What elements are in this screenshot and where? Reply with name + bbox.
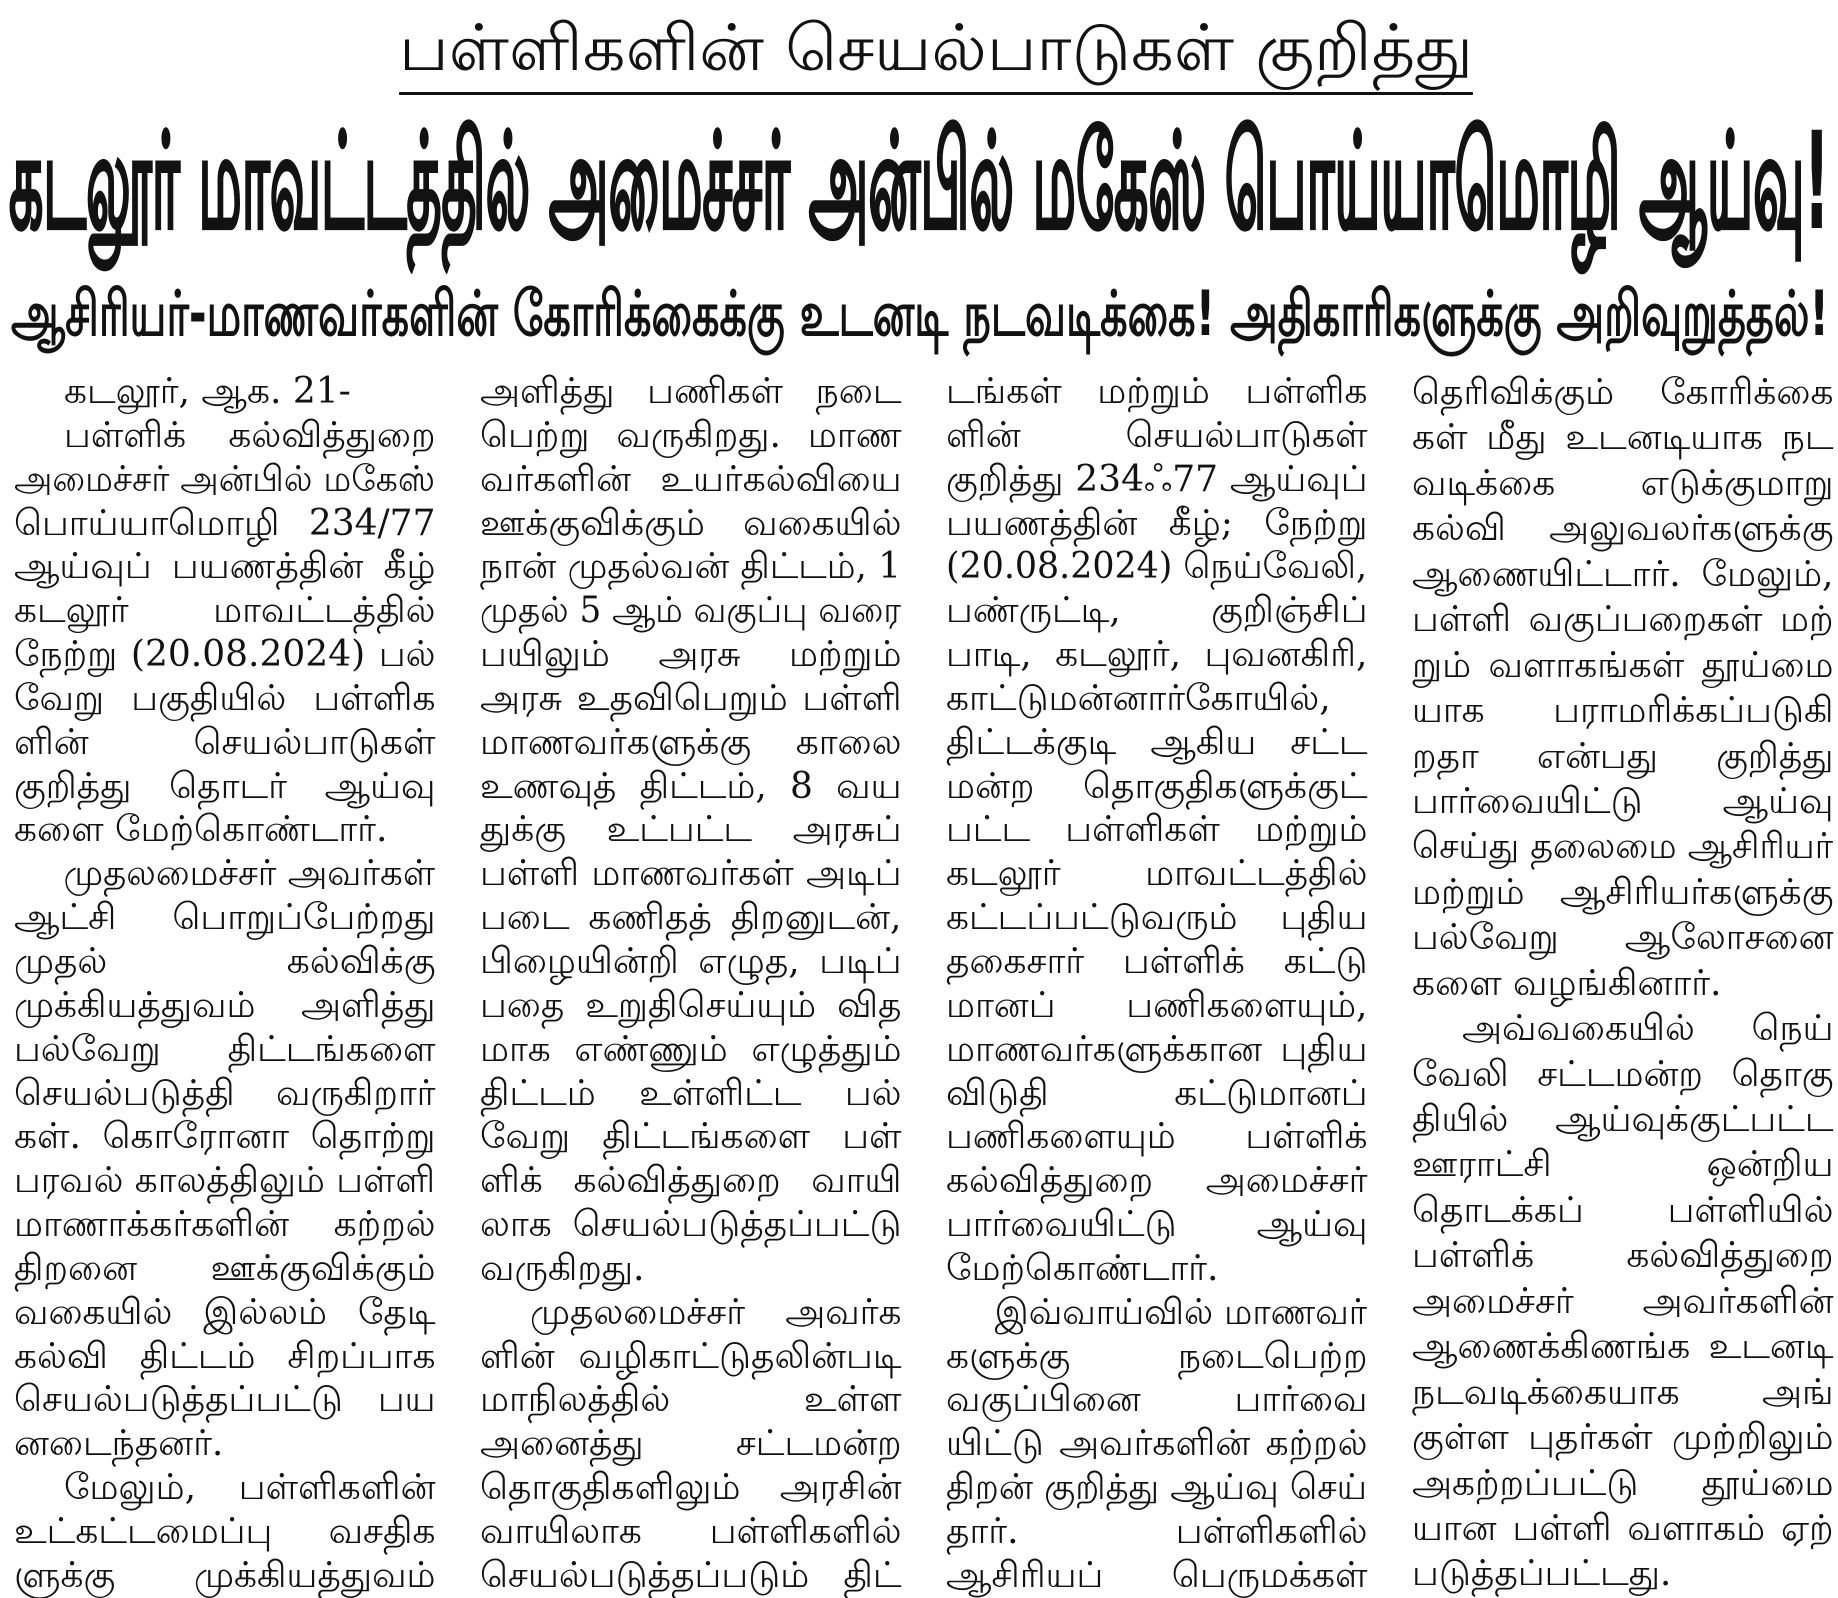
body-line: பள்ளி வகுப்பறைகள் மற்: [1412, 599, 1834, 641]
body-line: மாக எண்ணும் எழுத்தும்: [480, 1028, 902, 1070]
body-line: வாயிலாக பள்ளிகளில்: [480, 1510, 902, 1552]
body-line: செய்து தலைமை ஆசிரியர்: [1412, 826, 1834, 868]
body-line: வர்களின் உயர்கல்வியை: [480, 458, 902, 500]
body-line: பொய்யாமொழி 234/77: [14, 502, 436, 544]
body-line: லாக செயல்படுத்தப்பட்டு: [480, 1204, 902, 1246]
body-line: அளித்து பணிகள் நடை: [480, 371, 902, 412]
article-column-3: [946, 370, 1368, 1598]
body-line: பார்வையிட்டு ஆய்வு: [1412, 780, 1834, 822]
body-line: நேற்று (20.08.2024) பல்: [14, 634, 436, 676]
article-column-1: [14, 370, 436, 1598]
body-line: ளின் செயல்பாடுகள்: [946, 414, 1368, 456]
body-line: முதலமைச்சர் அவர்க: [530, 1291, 902, 1333]
body-line: ஊராட்சி ஒன்றிய: [1412, 1144, 1834, 1186]
body-line: உணவுத் திட்டம், 8 வய: [480, 765, 902, 807]
body-line: களை வழங்கினார்.: [1412, 962, 1722, 1004]
body-line: யான பள்ளி வளாகம் ஏற்: [1412, 1507, 1834, 1549]
body-line: அமைச்சர் அவர்களின்: [1412, 1280, 1834, 1322]
body-line: னடைந்தனர்.: [14, 1423, 224, 1465]
body-line: இவ்வாய்வில் மாணவர்: [994, 1291, 1368, 1333]
body-line: கல்வித்துறை அமைச்சர்: [946, 1160, 1368, 1202]
body-line: கடலூர் மாவட்டத்தில்: [946, 853, 1368, 895]
body-line: தகைசார் பள்ளிக் கட்டு: [946, 940, 1368, 982]
body-line: மானப் பணிகளையும்,: [946, 984, 1368, 1026]
kicker-block: [399, 6, 1473, 92]
body-line: பல்வேறு திட்டங்களை: [14, 1028, 436, 1070]
body-line: குள்ள புதர்கள் முற்றிலும்: [1412, 1417, 1834, 1459]
body-line: பார்வையிட்டு ஆய்வு: [946, 1204, 1368, 1246]
body-line: டங்கள் மற்றும் பள்ளிக: [946, 371, 1368, 412]
body-line: ஆட்சி பொறுப்பேற்றது: [14, 897, 436, 939]
subheadline-block: [11, 276, 1829, 352]
body-line: கடலூர் மாவட்டத்தில்: [14, 590, 436, 632]
body-line: மன்ற தொகுதிகளுக்குட்: [946, 765, 1368, 807]
body-line: முக்கியத்துவம் அளித்து: [14, 984, 436, 1026]
body-line: றதா என்பது குறித்து: [1412, 735, 1834, 777]
body-line: பாடி, கடலூர், புவனகிரி,: [946, 634, 1368, 676]
main-headline: கடலூர் மாவட்டத்தில் அமைச்சர் அன்பில் மகேஸ் பொய்யாமொழி ஆய்வு!: [9, 105, 1829, 259]
body-line: வடிக்கை எடுக்குமாறு: [1412, 462, 1834, 504]
body-line: மாணவர்களுக்கு காலை: [480, 721, 902, 763]
body-line: வகையில் இல்லம் தேடி: [14, 1291, 436, 1333]
body-line: ளின் வழிகாட்டுதலின்படி: [480, 1335, 902, 1377]
body-line: ளுக்கு முக்கியத்துவம்: [14, 1554, 436, 1596]
body-line: வேலி சட்டமன்ற தொகு: [1412, 1053, 1834, 1095]
dateline: கடலூர், ஆக. 21-: [64, 371, 351, 412]
body-line: திட்டம் உள்ளிட்ட பல்: [480, 1072, 902, 1114]
body-line: குறித்து தொடர் ஆய்வு: [14, 765, 436, 807]
body-line: செயல்படுத்தப்பட்டு பய: [14, 1379, 436, 1421]
body-line: மாணாக்கர்களின் கற்றல்: [14, 1204, 436, 1246]
body-line: வருகிறது.: [480, 1247, 645, 1289]
article-column-4: [1412, 370, 1834, 1598]
body-line: அரசு உதவிபெறும் பள்ளி: [480, 677, 902, 719]
body-line: நான் முதல்வன் திட்டம், 1: [480, 546, 902, 588]
body-line: முதல் 5 ஆம் வகுப்பு வரை: [480, 590, 902, 632]
body-line: தார். பள்ளிகளில்: [946, 1510, 1368, 1552]
body-line: விடுதி கட்டுமானப்: [946, 1072, 1368, 1114]
body-line: பயிலும் அரசு மற்றும்: [480, 634, 902, 676]
body-line: அகற்றப்பட்டு தூய்மை: [1412, 1462, 1834, 1504]
body-line: நடவடிக்கையாக அங்: [1412, 1371, 1834, 1413]
body-line: ஆய்வுப் பயணத்தின் கீழ்: [14, 546, 436, 588]
body-line: ஆணைக்கிணங்க உடனடி: [1412, 1326, 1834, 1368]
body-line: காட்டுமன்னார்கோயில்,: [946, 677, 1331, 719]
body-line: (20.08.2024) நெய்வேலி,: [946, 546, 1368, 588]
body-line: கள். கொரோனா தொற்று: [14, 1116, 436, 1158]
article-column-2: [480, 370, 902, 1598]
body-line: மாணவர்களுக்கான புதிய: [946, 1028, 1368, 1070]
sub-headline: ஆசிரியர்-மாணவர்களின் கோரிக்கைக்கு உடனடி நடவடிக்கை! அதிகாரிகளுக்கு அறிவுறுத்தல்!: [11, 277, 1829, 350]
body-line: மாநிலத்தில் உள்ள: [480, 1379, 902, 1421]
body-line: யாக பராமரிக்கப்படுகி: [1412, 690, 1834, 732]
body-line: வேறு பகுதியில் பள்ளிக: [14, 677, 436, 719]
body-line: தெரிவிக்கும் கோரிக்கை: [1412, 372, 1834, 413]
body-line: திறனை ஊக்குவிக்கும்: [14, 1247, 436, 1289]
body-line: பரவல் காலத்திலும் பள்ளி: [14, 1160, 436, 1202]
body-line: பள்ளிக் கல்வித்துறை: [64, 414, 436, 456]
body-line: யிட்டு அவர்களின் கற்றல்: [946, 1423, 1368, 1465]
body-line: ஆணையிட்டார். மேலும்,: [1412, 553, 1834, 595]
body-line: பட்ட பள்ளிகள் மற்றும்: [946, 809, 1368, 851]
body-line: ளிக் கல்வித்துறை வாயி: [480, 1160, 902, 1202]
body-line: பெற்று வருகிறது. மாண: [480, 414, 902, 456]
kicker-heading: பள்ளிகளின் செயல்பாடுகள் குறித்து: [399, 12, 1473, 86]
body-line: மேலும், பள்ளிகளின்: [64, 1467, 436, 1509]
body-line: வகுப்பினை பார்வை: [946, 1379, 1368, 1421]
body-line: கல்வி திட்டம் சிறப்பாக: [14, 1335, 436, 1377]
body-line: திறன் குறித்து ஆய்வு செய்: [946, 1467, 1368, 1509]
body-line: செயல்படுத்தி வருகிறார்: [14, 1072, 436, 1114]
body-line: களை மேற்கொண்டார்.: [14, 809, 388, 851]
body-line: தியில் ஆய்வுக்குட்பட்ட: [1412, 1099, 1834, 1140]
body-line: ஊக்குவிக்கும் வகையில்: [480, 502, 902, 544]
body-line: குறித்து 234ஃ77 ஆய்வுப்: [946, 458, 1368, 500]
body-line: பண்ருட்டி, குறிஞ்சிப்: [946, 590, 1368, 632]
body-line: முதல் கல்விக்கு: [14, 940, 436, 982]
body-line: அனைத்து சட்டமன்ற: [480, 1423, 902, 1465]
body-line: பணிகளையும் பள்ளிக்: [946, 1116, 1368, 1158]
body-line: செயல்படுத்தப்படும் திட்: [480, 1554, 902, 1596]
body-line: கல்வி அலுவலர்களுக்கு: [1412, 508, 1834, 550]
body-line: பயணத்தின் கீழ்; நேற்று: [946, 502, 1368, 544]
body-line: பல்வேறு ஆலோசனை: [1412, 917, 1834, 959]
body-line: துக்கு உட்பட்ட அரசுப்: [480, 809, 902, 851]
body-line: அமைச்சர் அன்பில் மகேஸ்: [14, 458, 436, 500]
body-line: மேற்கொண்டார்.: [946, 1247, 1219, 1289]
body-line: வேறு திட்டங்களை பள்: [480, 1116, 902, 1158]
body-line: பிழையின்றி எழுத, படிப்: [480, 940, 902, 982]
body-line: பதை உறுதிசெய்யும் வித: [480, 984, 902, 1026]
body-line: உட்கட்டமைப்பு வசதிக: [14, 1510, 436, 1552]
body-line: பள்ளி மாணவர்கள் அடிப்: [480, 853, 902, 895]
body-line: திட்டக்குடி ஆகிய சட்ட: [946, 721, 1368, 763]
article-body: [0, 370, 1838, 1598]
headline-block: [9, 102, 1829, 262]
body-line: படுத்தப்பட்டது.: [1412, 1553, 1672, 1595]
body-line: அவ்வகையில் நெய்: [1462, 1008, 1834, 1050]
body-line: களுக்கு நடைபெற்ற: [946, 1335, 1368, 1377]
body-line: றும் வளாகங்கள் தூய்மை: [1412, 644, 1834, 686]
body-line: கட்டப்பட்டுவரும் புதிய: [946, 897, 1368, 939]
body-line: பள்ளிக் கல்வித்துறை: [1412, 1235, 1834, 1277]
body-line: ஆசிரியப் பெருமக்கள்: [946, 1554, 1368, 1596]
body-line: ளின் செயல்பாடுகள்: [14, 721, 436, 763]
body-line: கள் மீது உடனடியாக நட: [1412, 417, 1834, 459]
body-line: படை கணிதத் திறனுடன்,: [480, 897, 902, 939]
body-line: மற்றும் ஆசிரியர்களுக்கு: [1412, 871, 1834, 913]
kicker-underline: [399, 92, 1473, 95]
body-line: தொடக்கப் பள்ளியில்: [1412, 1189, 1834, 1231]
body-line: தொகுதிகளிலும் அரசின்: [480, 1467, 902, 1509]
body-line: முதலமைச்சர் அவர்கள்: [63, 853, 436, 895]
